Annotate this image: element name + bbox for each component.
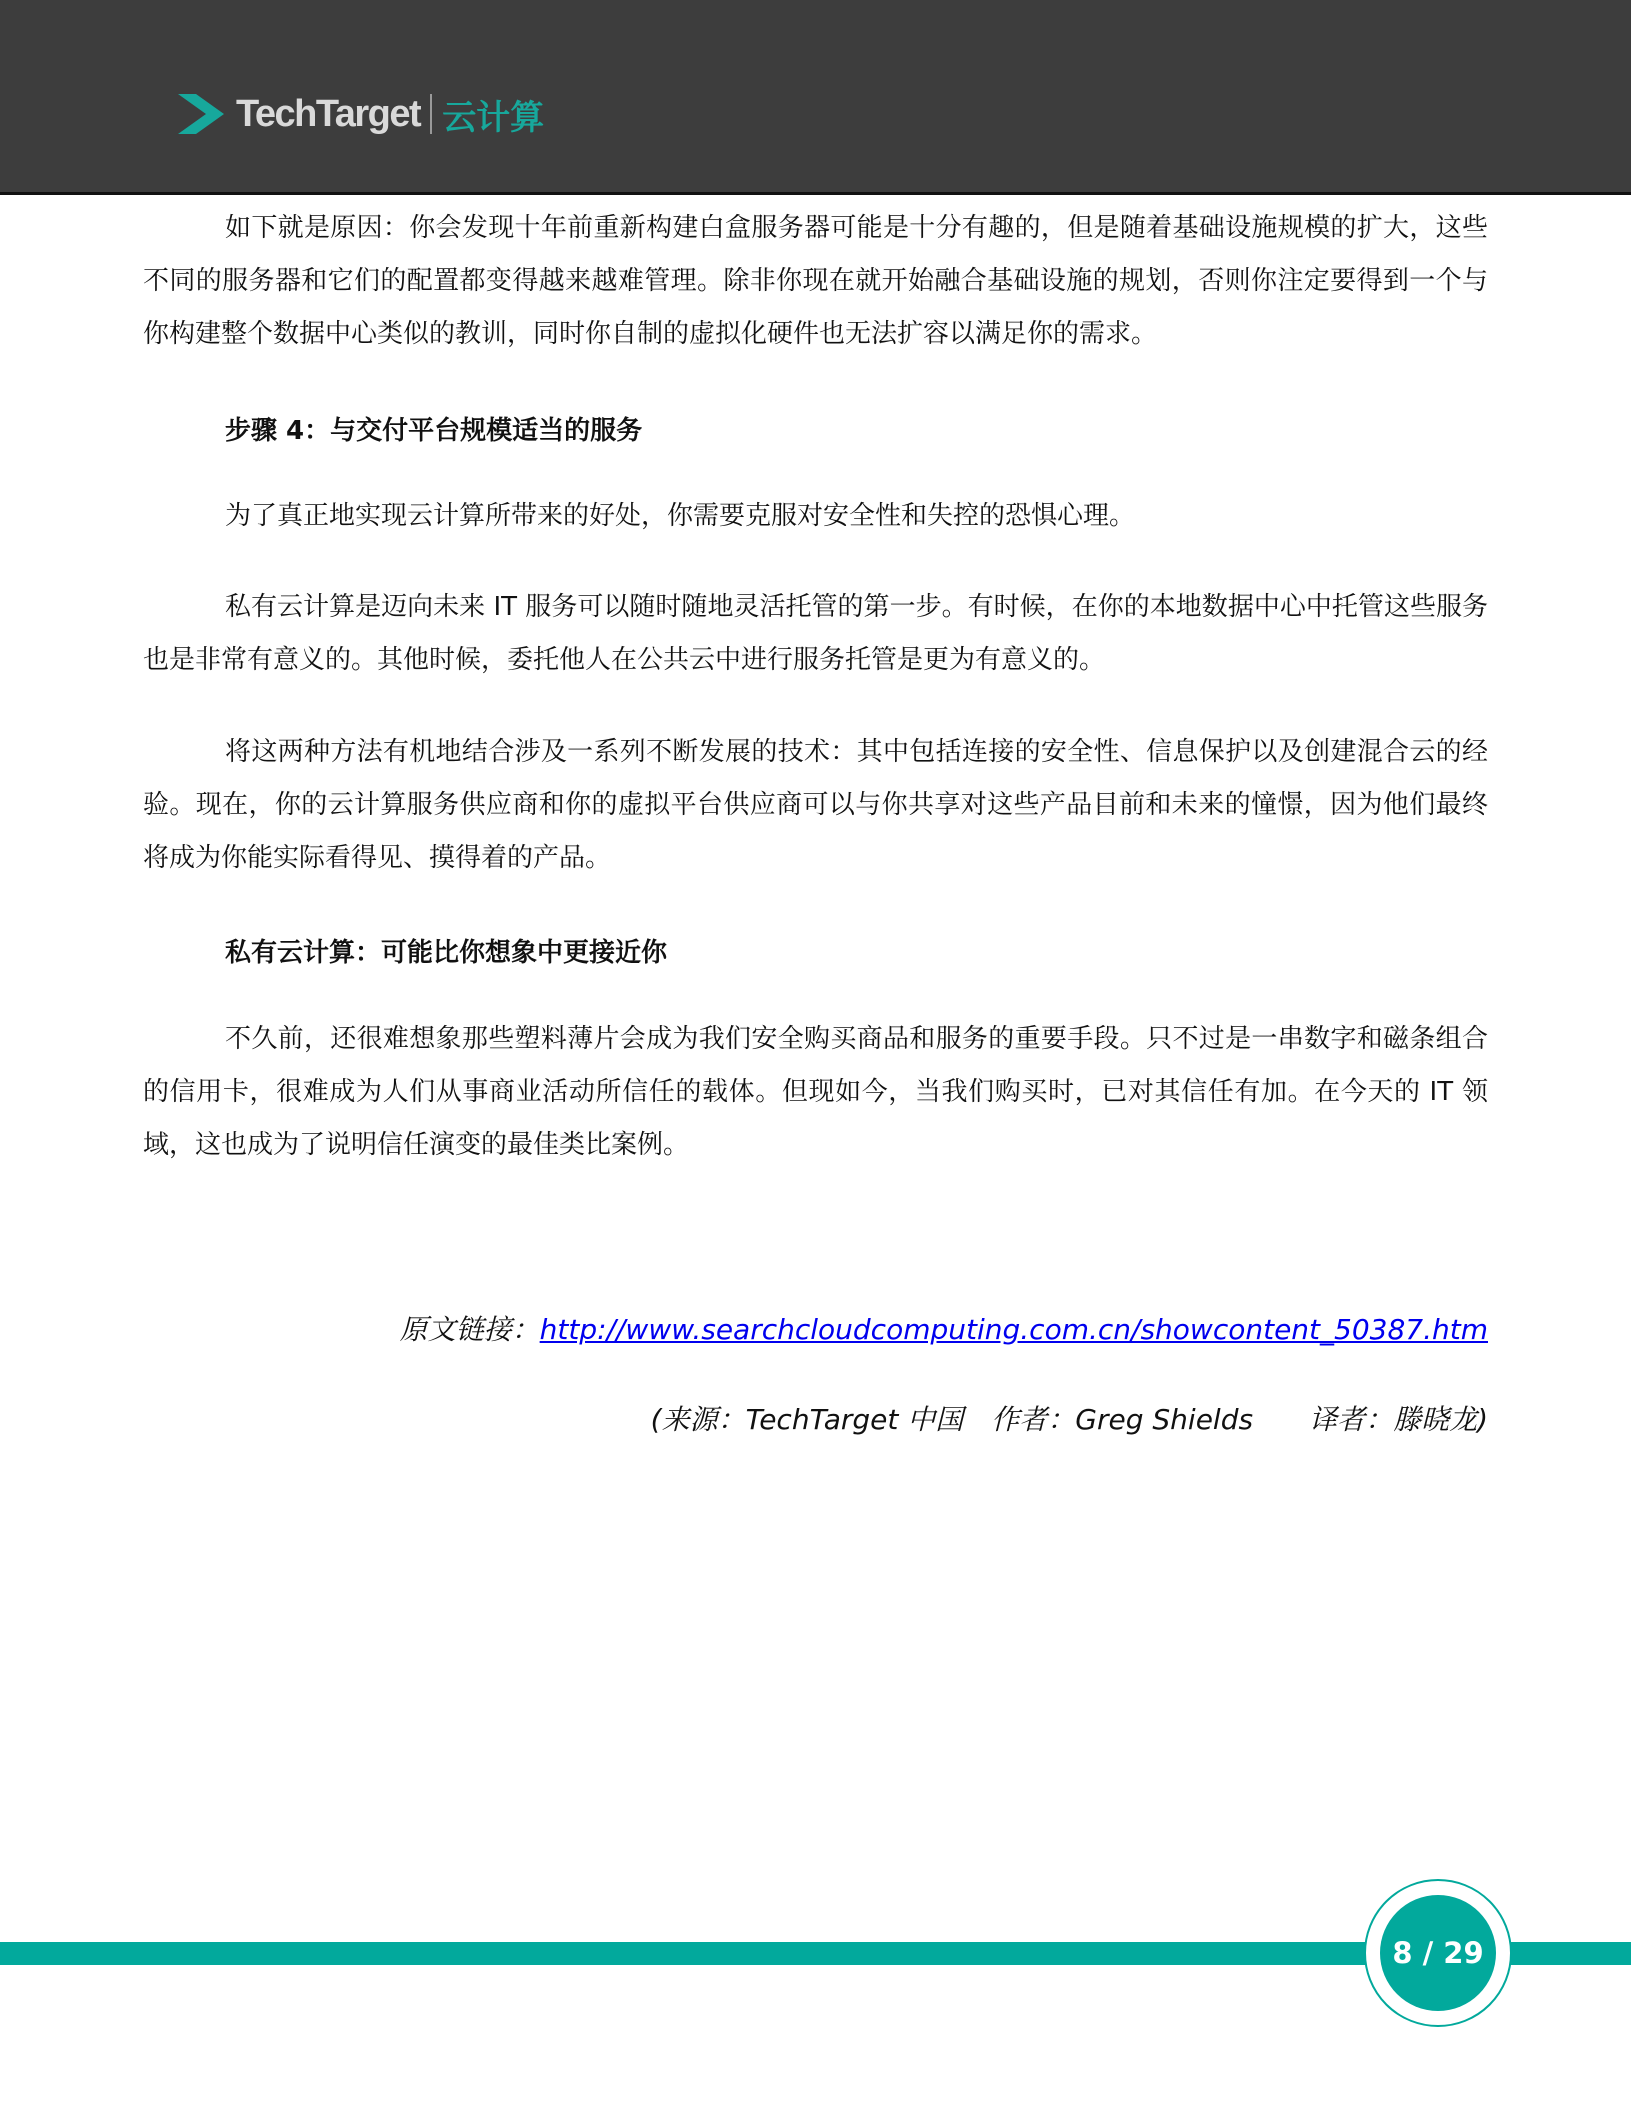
- paragraph-hybrid: 将这两种方法有机地结合涉及一系列不断发展的技术：其中包括连接的安全性、信息保护以及创建混合云的经验。现在，你的云计算服务供应商和你的虚拟平台供应商可以与你共享对这些产品目前和未来的憧憬，因为他们最终将成为你能实际看得见、摸得着的产品。: [143, 737, 1488, 873]
- paragraph-benefits: 为了真正地实现云计算所带来的好处，你需要克服对安全性和失控的恐惧心理。: [225, 501, 1136, 531]
- logo-text: TechTarget: [236, 92, 421, 135]
- paragraph-private-cloud: 私有云计算是迈向未来 IT 服务可以随时随地灵活托管的第一步。有时候，在你的本地数据中心中托管这些服务也是非常有意义的。其他时候，委托他人在公共云中进行服务托管是更为有意义的。: [143, 592, 1488, 675]
- logo-divider: [430, 94, 432, 134]
- source-link[interactable]: http://www.searchcloudcomputing.com.cn/showcontent_50387.htm: [539, 1313, 1488, 1346]
- logo-section: 云计算: [442, 97, 545, 138]
- paragraph-reason: 如下就是原因：你会发现十年前重新构建白盒服务器可能是十分有趣的，但是随着基础设施规模的扩大，这些不同的服务器和它们的配置都变得越来越难管理。除非你现在就开始融合基础设施的规划，否则你注定要得到一个与你构建整个数据中心类似的教训，同时你自制的虚拟化硬件也无法扩容以满足你的需求。: [143, 213, 1488, 349]
- heading-private-cloud-closer: 私有云计算：可能比你想象中更接近你: [225, 938, 668, 968]
- source-credit: (来源：TechTarget 中国 作者：Greg Shields 译者：滕晓龙): [650, 1403, 1488, 1436]
- techtarget-logo: [178, 88, 544, 140]
- logo-arrow-icon: [178, 94, 224, 134]
- page-header: [0, 0, 1631, 195]
- page-number: 8 / 29: [1380, 1895, 1496, 2011]
- source-link-line: [400, 1308, 1488, 1348]
- paragraph-trust: 不久前，还很难想象那些塑料薄片会成为我们安全购买商品和服务的重要手段。只不过是一串数字和磁条组合的信用卡，很难成为人们从事商业活动所信任的载体。但现如今，当我们购买时，已对其信任有加。在今天的 IT 领域，这也成为了说明信任演变的最佳类比案例。: [143, 1024, 1488, 1160]
- source-link-label: 原文链接：: [399, 1313, 540, 1346]
- heading-step-4: 步骤 4：与交付平台规模适当的服务: [225, 416, 643, 446]
